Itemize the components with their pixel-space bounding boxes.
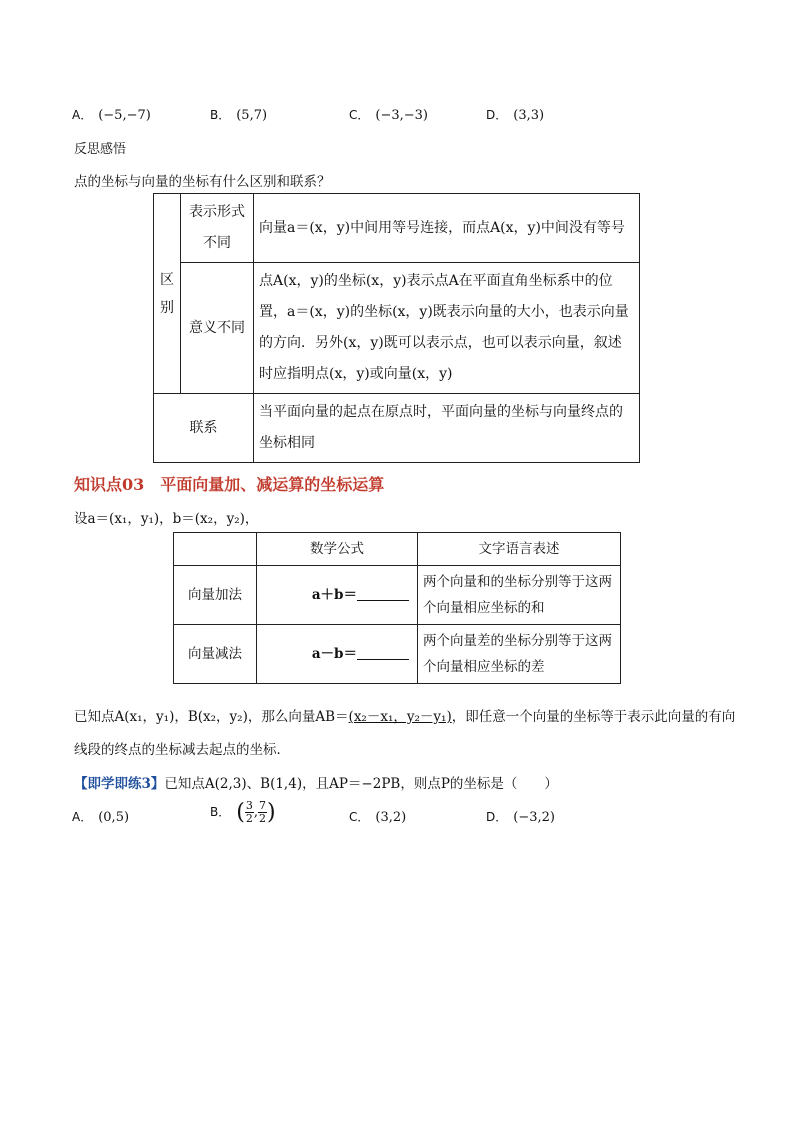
answer-blank — [357, 586, 409, 601]
exercise-options — [72, 799, 712, 838]
statement-line-1: 已知点A(x₁，y₁)，B(x₂，y₂)，那么向量AB＝(x₂－x₁，y₂－y₁)，即任意一个向量的坐标等于表示此向量的有向 — [74, 709, 736, 725]
fraction-y: $\frac{7}{2}$ — [258, 799, 266, 825]
row-formula-sub: a－b＝ — [257, 625, 418, 684]
reflection-question: 点的坐标与向量的坐标有什么区别和联系？ — [74, 174, 331, 190]
exercise-tag: 【即学即练3】 — [74, 776, 165, 792]
prev-question-options — [72, 106, 712, 126]
difference-label: 区别 — [154, 194, 181, 394]
row-text-form: 向量a＝(x，y)中间用等号连接，而点A(x，y)中间没有等号 — [254, 194, 640, 263]
exercise-option-a: A． (0,5) — [72, 810, 130, 825]
row-formula-add: a＋b＝ — [257, 566, 418, 625]
header-formula: 数学公式 — [257, 533, 418, 566]
option-a: A． (−5,−7) — [72, 108, 151, 123]
option-d: D． (3,3) — [486, 108, 545, 123]
answer-blank — [357, 645, 409, 660]
link-text: 当平面向量的起点在原点时，平面向量的坐标与向量终点的坐标相同 — [254, 394, 640, 463]
exercise-option-c: C． (3,2) — [349, 810, 407, 825]
row-name-add: 向量加法 — [174, 566, 257, 625]
row-name-sub: 向量减法 — [174, 625, 257, 684]
row-text-meaning: 点A(x，y)的坐标(x，y)表示点A在平面直角坐标系中的位置，a＝(x，y)的坐标(x，y)既表示向量的大小，也表示向量的方向．另外(x，y)既可以表示点，也可以表示向量，叙述时应指明点(x，y)或向量(x，y) — [254, 263, 640, 394]
point-vs-vector-table — [153, 193, 640, 463]
exercise-question: 【即学即练3】已知点A(2,3)、B(1,4)，且AP＝−2PB，则点P的坐标是（ ） — [74, 776, 558, 792]
header-empty — [174, 533, 257, 566]
section-heading: 知识点03 平面向量加、减运算的坐标运算 — [74, 475, 385, 494]
option-b: B． (5,7) — [210, 108, 268, 123]
fraction-x: $\frac{3}{2}$ — [245, 799, 253, 825]
row-head-form: 表示形式不同 — [181, 194, 254, 263]
header-description: 文字语言表述 — [418, 533, 621, 566]
given-vectors: 设a＝(x₁，y₁)，b＝(x₂，y₂)， — [74, 511, 259, 527]
reflection-title: 反思感悟 — [74, 142, 127, 157]
row-desc-add: 两个向量和的坐标分别等于这两个向量相应坐标的和 — [418, 566, 621, 625]
exercise-option-b: B． ( $\frac{3}{2}$ , $\frac{7}{2}$ ) — [210, 799, 276, 825]
statement-line-2: 线段的终点的坐标减去起点的坐标． — [74, 742, 290, 758]
vector-operations-table — [173, 532, 621, 684]
row-head-meaning: 意义不同 — [181, 263, 254, 394]
option-c: C． (−3,−3) — [349, 108, 428, 123]
link-label: 联系 — [154, 394, 254, 463]
exercise-option-d: D． (−3,2) — [486, 810, 555, 825]
row-desc-sub: 两个向量差的坐标分别等于这两个向量相应坐标的差 — [418, 625, 621, 684]
